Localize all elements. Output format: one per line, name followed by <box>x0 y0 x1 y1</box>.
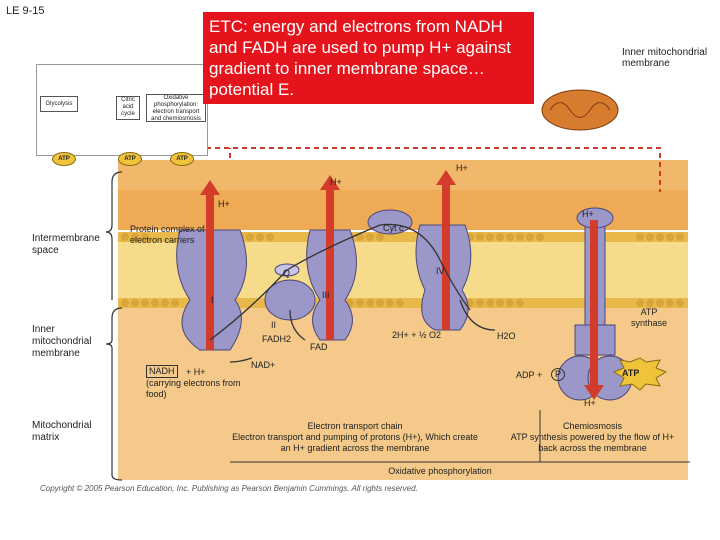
h-plus-label: H+ <box>584 398 596 408</box>
etc-caption <box>230 421 480 454</box>
oxphos-box: Oxidative phosphorylation: electron transport and chemiosmosis <box>146 94 206 122</box>
copyright-text: Copyright © 2005 Pearson Education, Inc. Publishing as Pearson Benjamin Cummings. All rights reserved. <box>40 484 418 493</box>
nad-label: NAD+ <box>251 360 276 370</box>
glycolysis-box: Glycolysis <box>40 96 78 112</box>
inner-membrane-callout: Inner mitochondrial membrane <box>622 47 708 69</box>
h-plus-label: H+ <box>456 163 468 173</box>
atp-synthase-label: ATP synthase <box>630 307 668 328</box>
phosphate-label: P <box>551 368 565 381</box>
protein-complex-label: Protein complex of electron carriers <box>130 224 205 245</box>
mitochondrion-icon <box>535 80 625 140</box>
complex-iii-label: III <box>322 290 330 300</box>
etc-caption-title: Electron transport chain <box>307 421 403 431</box>
etc-callout: ETC: energy and electrons from NADH and FADH are used to pump H+ against gradient to inner membrane space…potential E. <box>203 12 534 104</box>
slide-label: LE 9-15 <box>6 5 45 17</box>
inner-membrane-label: Inner mitochondrial membrane <box>32 324 92 359</box>
etc-caption-body: Electron transport and pumping of protons (H+), Which create an H+ gradient across the membrane <box>232 432 478 453</box>
chemiosmosis-caption <box>505 421 680 454</box>
nadh-plus-label: + H+ <box>186 367 206 377</box>
intermembrane-label: Intermembrane space <box>32 233 100 256</box>
water-reaction-label: 2H+ + ½ O2 <box>392 330 442 340</box>
q-label: Q <box>283 268 291 278</box>
atp-label: ATP <box>622 368 640 378</box>
atp-mini-2: ATP <box>118 152 142 166</box>
complex-i-label: I <box>211 295 214 305</box>
atp-mini-3: ATP <box>170 152 194 166</box>
h-plus-label: H+ <box>582 209 594 219</box>
atp-mini-1: ATP <box>52 152 76 166</box>
adp-label: ADP + <box>516 370 543 380</box>
oxphos-caption: Oxidative phosphorylation <box>388 466 492 476</box>
complex-ii-label: II <box>271 320 277 330</box>
h-plus-label: H+ <box>218 199 230 209</box>
matrix-label: Mitochondrial matrix <box>32 420 92 443</box>
cyt-c-label: Cyt c <box>383 223 404 233</box>
fadh2-label: FADH2 <box>262 334 292 344</box>
krebs-box: Citric acid cycle <box>116 96 140 120</box>
h-plus-label: H+ <box>330 177 342 187</box>
carrying-electrons-label: (carrying electrons from food) <box>146 378 241 399</box>
fad-label: FAD <box>310 342 328 352</box>
water-label: H2O <box>497 331 516 341</box>
chemiosmosis-caption-title: Chemiosmosis <box>562 421 622 431</box>
chemiosmosis-caption-body: ATP synthesis powered by the flow of H+ back across the membrane <box>510 432 675 453</box>
nadh-label: NADH <box>146 365 178 378</box>
complex-iv-label: IV <box>436 266 445 276</box>
